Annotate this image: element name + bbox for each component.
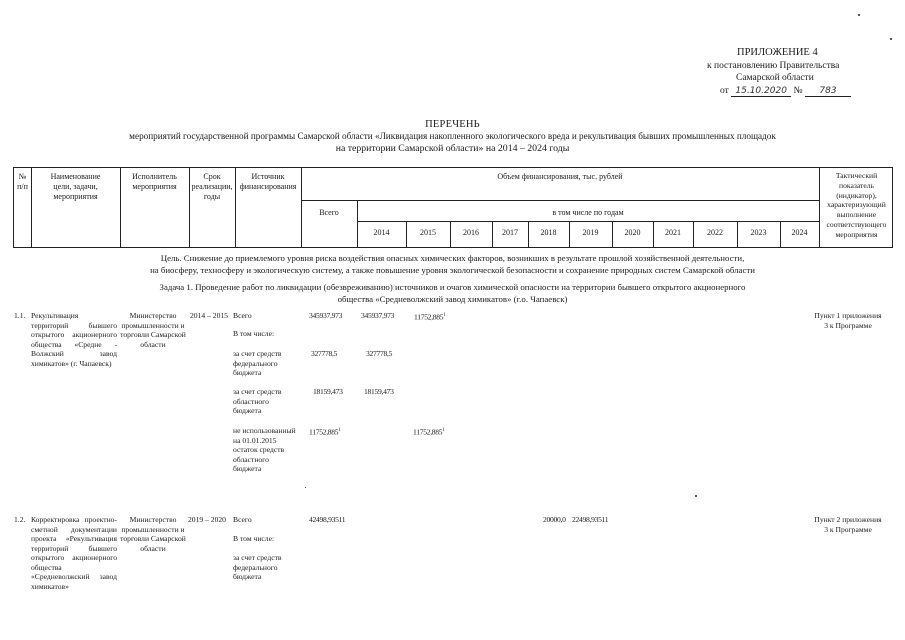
appendix-decree-line: к постановлению Правительства: [707, 61, 840, 71]
document-subtitle-line1: мероприятий государственной программы Самарской области «Ликвидация накопленного экологического вреда и рекультивация бывших промышленных площадок: [129, 131, 776, 141]
number-prefix: №: [793, 86, 803, 96]
value-total: 345937,973: [309, 311, 343, 320]
value-total: 42498,93511: [309, 515, 346, 524]
th-year-2022: 2022: [707, 228, 723, 237]
th-total: Всего: [319, 208, 339, 217]
document-subtitle-line2: на территории Самарской области» на 2014 – 2024 годы: [335, 143, 570, 154]
th-executor: Исполнитель мероприятия: [132, 172, 177, 191]
value-total: 327778,5: [311, 349, 338, 358]
row-executor: Министерство промышленности и торговли Самарской области: [120, 311, 186, 349]
scan-speck: [858, 14, 860, 16]
th-year-2019: 2019: [582, 228, 599, 237]
th-source: Источник финансирования: [239, 172, 297, 191]
task-line2: общества «Средневолжский завод химикатов» (г.о. Чапаевск): [337, 294, 568, 304]
th-year-2018: 2018: [540, 228, 557, 237]
th-year-2017: 2017: [502, 228, 518, 237]
row-name: Корректировка проектно-сметной документации проекта «Рекультивация территорий бывшего открытого акционерного общества «Средневолжский завод химикатов»: [31, 515, 117, 591]
source-label: В том числе:: [233, 534, 275, 543]
value-2019: 20000,0: [543, 515, 566, 524]
th-year-2014: 2014: [373, 228, 390, 237]
row-indicator: Пункт 2 приложения 3 к Программе: [814, 515, 882, 534]
value-2014: 18159,473: [364, 387, 394, 396]
date-prefix: от: [720, 86, 729, 96]
th-volume: Объем финансирования, тыс. рублей: [497, 172, 623, 181]
handwritten-number: 783: [805, 86, 851, 97]
document-title: ПЕРЕЧЕНЬ: [425, 119, 480, 130]
source-label: за счет средств областного бюджета: [233, 387, 282, 415]
goal-line2: на биосферу, техносферу и экологическую систему, а также повышение уровня экологической безопасности и сохранение природных систем Самарской области: [150, 265, 755, 275]
th-period: Срок реализации, годы: [191, 172, 233, 201]
row-period: 2019 – 2020: [188, 515, 226, 524]
value-total: 18159,473: [313, 387, 343, 396]
scan-speck: [305, 487, 306, 488]
goal-line1: Цель. Снижение до приемлемого уровня риска воздействия опасных химических факторов, возникших в результате прошлой хозяйственной деятельности,: [160, 253, 745, 263]
table-header: [13, 167, 893, 248]
row-period: 2014 – 2015: [190, 311, 228, 320]
value-total: 11752,885$^1$: [309, 427, 341, 437]
task-line1: Задача 1. Проведение работ по ликвидации (обезвреживанию) источников и очагов химической опасности на территории бывшего открытого акционерного: [159, 282, 746, 292]
value-2015: 11752,885$^1$: [413, 427, 445, 437]
row-name: Рекультивация территорий бывшего открытого акционерного общества «Средне - Волжский завод химикатов» (г. Чапаевск): [31, 311, 117, 368]
th-year-2021: 2021: [665, 228, 681, 237]
handwritten-date: 15.10.2020: [731, 86, 791, 97]
appendix-region-line: Самарской области: [736, 73, 814, 83]
appendix-date-line: [720, 86, 851, 97]
row-indicator: Пункт 1 приложения 3 к Программе: [814, 311, 882, 330]
source-label: за счет средств федерального бюджета: [233, 349, 282, 377]
th-year-2015: 2015: [420, 228, 436, 237]
value-2014: 345937,973: [361, 311, 395, 320]
source-label: не использованный на 01.01.2015 остаток средств областного бюджета: [233, 426, 296, 473]
source-label: Всего: [233, 515, 252, 524]
source-label: Всего: [233, 311, 252, 320]
value-2014: 327778,5: [366, 349, 393, 358]
scan-speck: [890, 38, 892, 40]
th-number: № п/п: [17, 172, 28, 191]
row-number: 1.1.: [14, 311, 26, 320]
value-2020: 22498,93511: [572, 515, 609, 524]
row-executor: Министерство промышленности и торговли Самарской области: [120, 515, 186, 553]
scan-speck: [695, 495, 697, 497]
th-year-2024: 2024: [791, 228, 808, 237]
row-number: 1.2.: [14, 515, 26, 524]
source-label: В том числе:: [233, 329, 275, 338]
th-year-2020: 2020: [624, 228, 641, 237]
appendix-title: ПРИЛОЖЕНИЕ 4: [737, 47, 818, 58]
th-by-years: в том числе по годам: [552, 208, 624, 217]
value-2015: 11752,885$^1$: [414, 312, 446, 322]
th-year-2023: 2023: [750, 228, 767, 237]
th-name: Наименование цели, задачи, мероприятия: [50, 172, 101, 201]
source-label: за счет средств федерального бюджета: [233, 553, 282, 581]
th-year-2016: 2016: [463, 228, 479, 237]
th-indicator: Тактический показатель (индикатор), характеризующий выполнение соответствующего мероприятия: [826, 171, 887, 239]
